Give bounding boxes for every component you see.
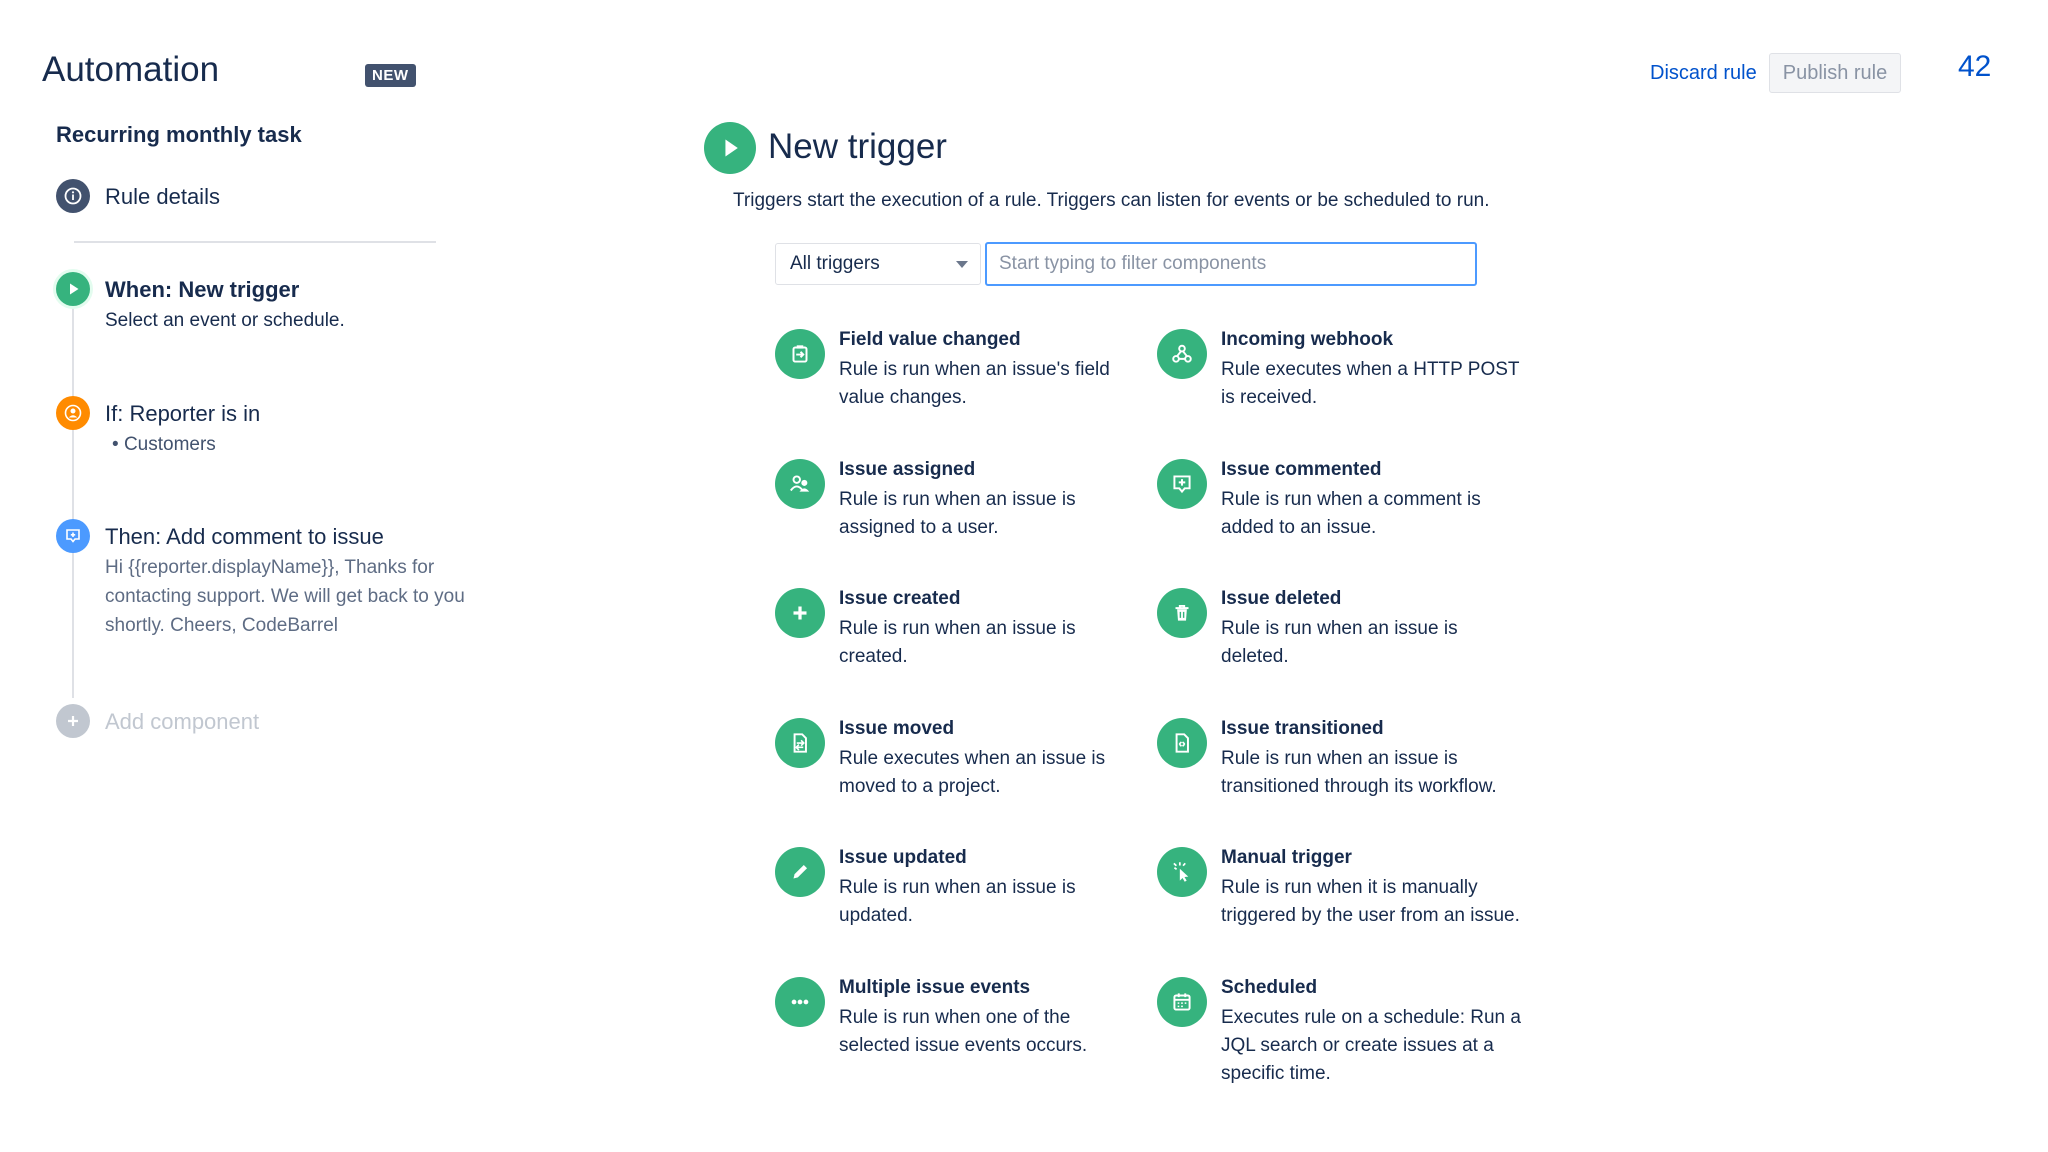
trigger-description: Rule is run when an issue's field value changes. xyxy=(839,359,1110,408)
trigger-title: Incoming webhook xyxy=(1221,329,1394,350)
rule-timeline xyxy=(72,308,74,698)
step-when-title[interactable]: When: New trigger xyxy=(105,277,300,302)
trigger-description: Rule is run when an issue is transitioned through its workflow. xyxy=(1221,748,1497,797)
trigger-title: Field value changed xyxy=(839,329,1021,350)
play-icon[interactable] xyxy=(56,272,90,306)
trash-icon xyxy=(1157,588,1207,638)
trigger-title: Issue transitioned xyxy=(1221,718,1384,739)
pencil-icon xyxy=(775,847,825,897)
user-icon[interactable] xyxy=(56,396,90,430)
trigger-description: Rule is run when one of the selected issue events occurs. xyxy=(839,1007,1088,1056)
new-badge: NEW xyxy=(365,64,416,87)
trigger-title: Manual trigger xyxy=(1221,847,1352,868)
trigger-description: Rule executes when a HTTP POST is received. xyxy=(1221,359,1520,408)
trigger-title: Issue assigned xyxy=(839,459,976,480)
transition-icon xyxy=(1157,718,1207,768)
trigger-title: Issue commented xyxy=(1221,459,1382,480)
trigger-title: Issue deleted xyxy=(1221,588,1342,609)
trigger-description: Rule is run when an issue is deleted. xyxy=(1221,618,1458,667)
move-icon xyxy=(775,718,825,768)
step-if-condition-value: Customers xyxy=(123,434,216,455)
comment-icon[interactable] xyxy=(56,519,90,553)
trigger-title: Issue moved xyxy=(839,718,955,739)
discard-rule-button[interactable]: Discard rule xyxy=(1650,62,1757,84)
trigger-title: Issue created xyxy=(839,588,961,609)
webhook-icon xyxy=(1157,329,1207,379)
trigger-type-select-value: All triggers xyxy=(790,253,880,274)
add-icon[interactable] xyxy=(56,704,90,738)
step-if-condition-item: • Customers xyxy=(112,434,216,455)
step-then-description: Hi {{reporter.displayName}}, Thanks for contacting support. We will get back to you shortly. Cheers, CodeBarrel xyxy=(105,557,465,636)
add-component-button[interactable]: Add component xyxy=(105,709,260,734)
trigger-description: Rule is run when a comment is added to an issue. xyxy=(1221,489,1481,538)
trigger-description: Rule is run when an issue is created. xyxy=(839,618,1076,667)
play-icon xyxy=(704,122,756,174)
rule-name: Recurring monthly task xyxy=(56,122,302,147)
trigger-title: Issue updated xyxy=(839,847,967,868)
step-then-title[interactable]: Then: Add comment to issue xyxy=(105,524,384,549)
step-when-description: Select an event or schedule. xyxy=(105,310,345,331)
trigger-description: Rule is run when an issue is assigned to a user. xyxy=(839,489,1076,538)
step-if-title[interactable]: If: Reporter is in xyxy=(105,401,261,426)
sidebar-divider xyxy=(74,241,436,243)
more-icon xyxy=(775,977,825,1027)
trigger-title: Scheduled xyxy=(1221,977,1318,998)
trigger-type-select[interactable] xyxy=(775,243,981,285)
app-title: Automation xyxy=(42,50,220,89)
cursor-click-icon xyxy=(1157,847,1207,897)
info-icon[interactable] xyxy=(56,179,90,213)
comment-add-icon xyxy=(1157,459,1207,509)
filter-components-input[interactable] xyxy=(985,242,1477,286)
assign-user-icon xyxy=(775,459,825,509)
page-description: Triggers start the execution of a rule. Triggers can listen for events or be scheduled to run. xyxy=(733,190,1490,211)
trigger-description: Rule is run when it is manually triggered by the user from an issue. xyxy=(1221,877,1520,926)
field-change-icon xyxy=(775,329,825,379)
trigger-description: Executes rule on a schedule: Run a JQL search or create issues at a specific time. xyxy=(1221,1007,1521,1084)
publish-rule-button[interactable]: Publish rule xyxy=(1769,53,1901,93)
page-number: 42 xyxy=(1958,50,1992,83)
trigger-title: Multiple issue events xyxy=(839,977,1031,998)
calendar-icon xyxy=(1157,977,1207,1027)
trigger-description: Rule executes when an issue is moved to a project. xyxy=(839,748,1106,797)
rule-details-link[interactable]: Rule details xyxy=(105,184,220,209)
chevron-down-icon xyxy=(956,261,968,268)
plus-icon xyxy=(775,588,825,638)
trigger-description: Rule is run when an issue is updated. xyxy=(839,877,1076,926)
page-title: New trigger xyxy=(768,127,947,166)
